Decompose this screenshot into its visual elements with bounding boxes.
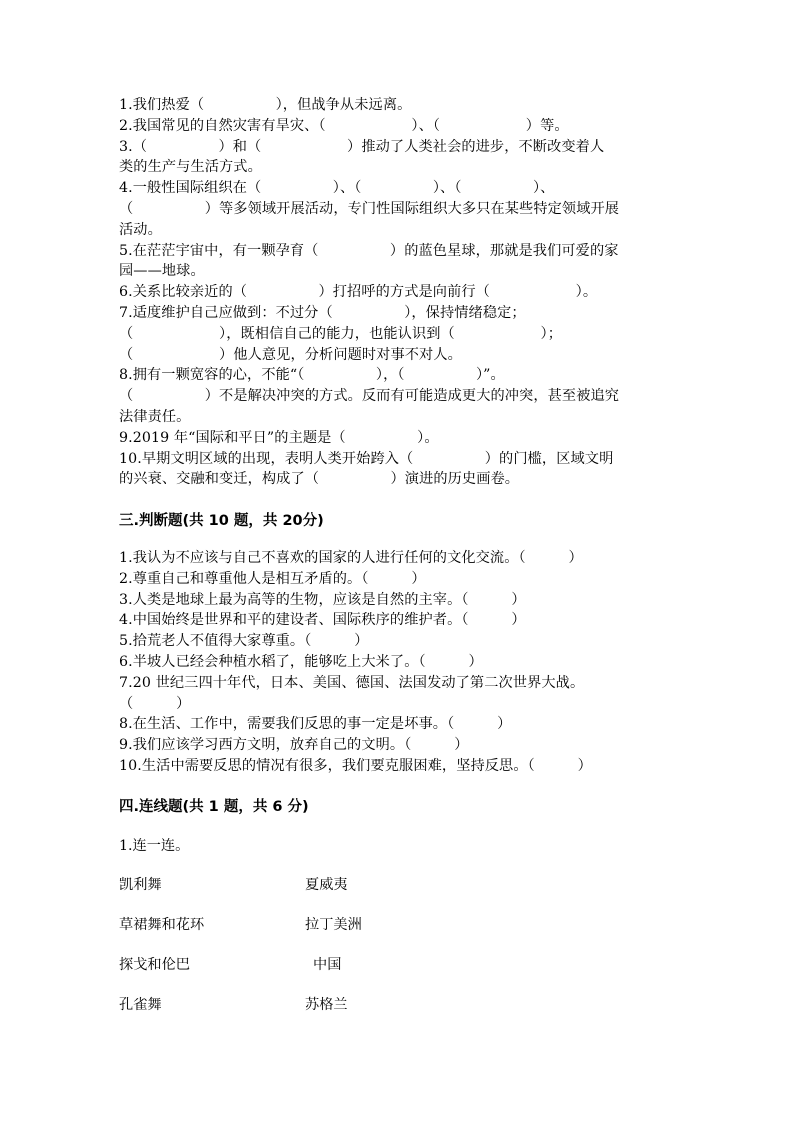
text-line: （ ）等多领域开展活动，专门性国际组织大多只在某些特定领域开展 xyxy=(119,200,620,217)
match-right-item: 苏格兰 xyxy=(305,997,348,1013)
text-line: 8.拥有一颗宽容的心，不能“（ ），（ ）”。 xyxy=(119,367,505,384)
match-right-item: 拉丁美洲 xyxy=(305,917,362,933)
match-left-item: 草裙舞和花环 xyxy=(119,917,205,933)
question-line: 3.人类是地球上最为高等的生物，应该是自然的主宰。（ ） xyxy=(119,591,526,608)
text-line: 7.适度维护自己应做到：不过分（ ），保持情绪稳定； xyxy=(119,304,526,321)
text-line: 10.早期文明区域的出现，表明人类开始跨入（ ）的门槛，区域文明 xyxy=(119,450,614,467)
text-line: 5.在茫茫宇宙中，有一颗孕育（ ）的蓝色星球，那就是我们可爱的家 xyxy=(119,242,619,259)
text-line: 类的生产与生活方式。 xyxy=(119,159,262,176)
text-line: 2.我国常见的自然灾害有旱灾、（ ）、（ ）等。 xyxy=(119,117,569,134)
text-line: （ ）他人意见，分析问题时对事不对人。 xyxy=(119,346,462,363)
text-line: 4.一般性国际组织在（ ）、（ ）、（ ）、 xyxy=(119,180,555,197)
question-line: 1.我认为不应该与自己不喜欢的国家的人进行任何的文化交流。（ ） xyxy=(119,550,583,566)
question-line: 7.20 世纪三四十年代，日本、美国、德国、法国发动了第二次世界大战。 xyxy=(119,674,585,691)
question-line: 2.尊重自己和尊重他人是相互矛盾的。（ ） xyxy=(119,570,426,587)
match-left-item: 孔雀舞 xyxy=(119,997,162,1013)
question-line: 8.在生活、工作中，需要我们反思的事一定是坏事。（ ） xyxy=(119,716,512,733)
text-line: 6.关系比较亲近的（ ）打招呼的方式是向前行（ ）。 xyxy=(119,284,598,301)
matching-question: 1.连一连。 xyxy=(119,838,190,854)
question-line: 9.我们应该学习西方文明，放弃自己的文明。（ ） xyxy=(119,737,469,754)
question-line: （ ） xyxy=(119,695,191,712)
text-line: 3.（ ）和（ ）推动了人类社会的进步，不断改变着人 xyxy=(119,138,605,155)
match-right-item: 中国 xyxy=(313,957,342,973)
question-line: 4.中国始终是世界和平的建设者、国际秩序的维护者。（ ） xyxy=(119,612,526,629)
text-line: 活动。 xyxy=(119,221,162,238)
question-line: 6.半坡人已经会种植水稻了，能够吃上大米了。（ ） xyxy=(119,653,483,670)
question-line: 5.拾荒老人不值得大家尊重。（ ） xyxy=(119,633,369,650)
text-line: 法律责任。 xyxy=(119,408,191,425)
text-line: 9.2019 年“国际和平日”的主题是（ ）。 xyxy=(119,429,439,446)
match-left-item: 探戈和伦巴 xyxy=(119,957,190,973)
section-3-title: 三.判断题(共 10 题，共 20分) xyxy=(119,513,324,529)
text-line: 的兴衰、交融和变迁，构成了（ ）演进的历史画卷。 xyxy=(119,471,520,488)
text-line: 1.我们热爱（ ），但战争从未远离。 xyxy=(119,97,412,113)
fill-blank-section xyxy=(119,95,679,490)
question-line: 10.生活中需要反思的情况有很多，我们要克服困难，坚持反思。（ ） xyxy=(119,757,592,774)
true-false-section xyxy=(119,548,679,777)
text-line: 园——地球。 xyxy=(119,263,205,280)
match-right-item: 夏威夷 xyxy=(305,877,348,893)
text-line: （ ），既相信自己的能力，也能认识到（ ）； xyxy=(119,325,563,342)
text-line: （ ）不是解决冲突的方式。反而有可能造成更大的冲突，甚至被追究 xyxy=(119,388,620,405)
section-4-title: 四.连线题(共 1 题，共 6 分) xyxy=(119,799,309,815)
match-left-item: 凯利舞 xyxy=(119,877,162,893)
